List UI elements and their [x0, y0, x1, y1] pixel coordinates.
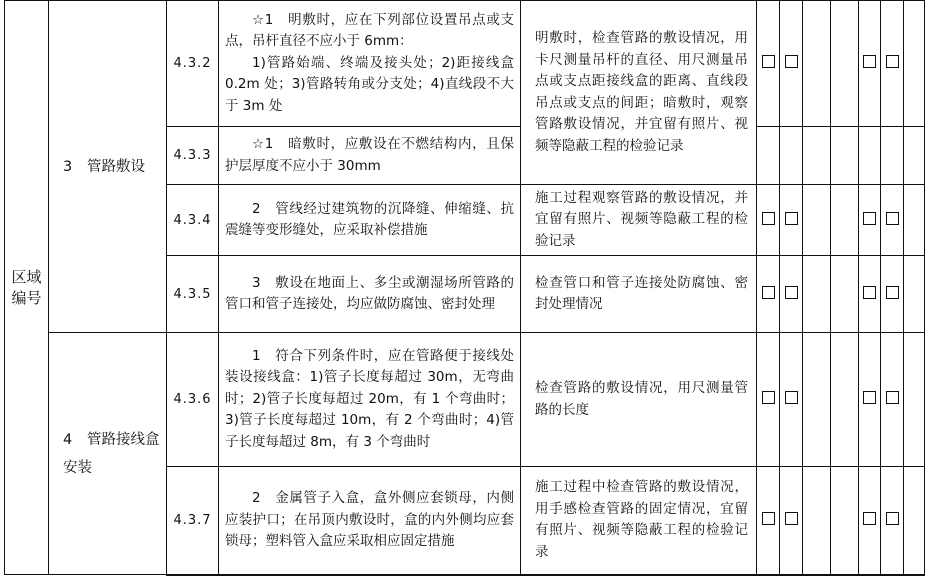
blank-cell	[831, 333, 859, 467]
checkbox-square-icon	[863, 512, 876, 525]
checkbox-square-icon	[785, 212, 798, 225]
checkbox[interactable]	[757, 467, 780, 575]
checkbox-square-icon	[785, 286, 798, 299]
group-pipe-laying	[49, 1, 167, 333]
table-row	[5, 333, 925, 467]
checkbox[interactable]	[757, 1, 780, 127]
checkbox-square-icon	[863, 286, 876, 299]
checkbox[interactable]	[881, 1, 904, 127]
group-number: 4	[63, 431, 73, 448]
blank-cell	[780, 127, 803, 185]
checkbox[interactable]	[859, 467, 881, 575]
table-row	[5, 1, 925, 127]
check-method: 明敷时，检查管路的敷设情况，用卡尺测量吊杆的直径、用尺测量吊点或支点距接线盒的距离、直线段吊点或支点的间距；暗敷时，观察管路敷设情况，并宜留有照片、视频等隐蔽工程的检验记录	[521, 1, 757, 185]
checkbox-square-icon	[785, 512, 798, 525]
group-junction-box	[49, 333, 167, 575]
checkbox-square-icon	[863, 55, 876, 68]
requirement-text: 1 符合下列条件时，应在管路便于接线处装设接线盒：1)管子长度每超过 30m，无弯曲时；2)管子长度每超过 20m，有 1 个弯曲时；3)管子长度每超过 10m，有 2 个弯曲时；4)管子长度每超过 8m，有 3 个弯曲时	[219, 333, 521, 467]
requirement-line: 1)管路始端、终端及接头处；2)距接线盒 0.2m 处；3)管路转角或分支处；4)直线段不大于 3m 处	[225, 54, 514, 114]
blank-cell	[904, 127, 925, 185]
checkbox[interactable]	[780, 467, 803, 575]
group-number: 3	[63, 158, 73, 175]
clause-number: 4.3.4	[167, 185, 219, 256]
checkbox[interactable]	[780, 256, 803, 333]
requirement-text: 2 金属管子入盒，盒外侧应套锁母，内侧应装护口；在吊顶内敷设时，盒的内外侧均应套锁母；塑料管入盒应采取相应固定措施	[219, 467, 521, 575]
blank-cell	[831, 1, 859, 127]
group-title: 管路敷设	[87, 158, 145, 175]
blank-cell	[831, 256, 859, 333]
checkbox[interactable]	[757, 185, 780, 256]
check-method: 检查管口和管子连接处防腐蚀、密封处理情况	[521, 256, 757, 333]
blank-cell	[881, 127, 904, 185]
clause-number: 4.3.2	[167, 1, 219, 127]
clause-number: 4.3.7	[167, 467, 219, 575]
checkbox[interactable]	[881, 185, 904, 256]
check-method: 施工过程中检查管路的敷设情况，用手感检查管路的固定情况，宜留有照片、视频等隐蔽工程的检验记录	[521, 467, 757, 575]
checkbox-square-icon	[863, 391, 876, 404]
checkbox[interactable]	[881, 333, 904, 467]
requirement-text: 2 管线经过建筑物的沉降缝、伸缩缝、抗震缝等变形缝处，应采取补偿措施	[219, 185, 521, 256]
checkbox[interactable]	[881, 256, 904, 333]
blank-cell	[831, 127, 859, 185]
checkbox-square-icon	[886, 391, 899, 404]
checkbox[interactable]	[757, 333, 780, 467]
checkbox-square-icon	[863, 212, 876, 225]
check-method: 施工过程观察管路的敷设情况，并宜留有照片、视频等隐蔽工程的检验记录	[521, 185, 757, 256]
checkbox[interactable]	[859, 185, 881, 256]
blank-cell	[904, 185, 925, 256]
blank-cell	[803, 333, 831, 467]
checkbox[interactable]	[780, 185, 803, 256]
clause-number: 4.3.3	[167, 127, 219, 185]
blank-cell	[904, 467, 925, 575]
blank-cell	[904, 333, 925, 467]
checkbox-square-icon	[886, 55, 899, 68]
checkbox-square-icon	[762, 286, 775, 299]
checkbox-square-icon	[886, 512, 899, 525]
blank-cell	[803, 185, 831, 256]
check-method: 检查管路的敷设情况，用尺测量管路的长度	[521, 333, 757, 467]
checkbox-square-icon	[762, 512, 775, 525]
blank-cell	[803, 256, 831, 333]
checkbox-square-icon	[762, 212, 775, 225]
blank-cell	[803, 127, 831, 185]
checkbox-square-icon	[762, 55, 775, 68]
blank-cell	[904, 256, 925, 333]
requirement-text: 3 敷设在地面上、多尘或潮湿场所管路的管口和管子连接处，均应做防腐蚀、密封处理	[219, 256, 521, 333]
clause-number: 4.3.5	[167, 256, 219, 333]
inspection-table	[4, 0, 925, 576]
blank-cell	[831, 185, 859, 256]
blank-cell	[803, 467, 831, 575]
checkbox[interactable]	[859, 333, 881, 467]
checkbox[interactable]	[757, 256, 780, 333]
group-title: 管路接线盒安装	[63, 431, 160, 476]
checkbox-square-icon	[785, 391, 798, 404]
checkbox[interactable]	[881, 467, 904, 575]
blank-cell	[757, 127, 780, 185]
blank-cell	[831, 467, 859, 575]
checkbox[interactable]	[780, 1, 803, 127]
requirement-text	[219, 1, 521, 127]
checkbox-square-icon	[762, 391, 775, 404]
area-code-label: 区域编号	[5, 1, 49, 575]
checkbox[interactable]	[859, 256, 881, 333]
blank-cell	[904, 1, 925, 127]
checkbox-square-icon	[785, 55, 798, 68]
blank-cell	[803, 1, 831, 127]
clause-number: 4.3.6	[167, 333, 219, 467]
checkbox[interactable]	[780, 333, 803, 467]
blank-cell	[859, 127, 881, 185]
requirement-line: ☆1 明敷时，应在下列部位设置吊点或支点，吊杆直径不应小于 6mm：	[225, 11, 514, 50]
requirement-text: ☆1 暗敷时，应敷设在不燃结构内，且保护层厚度不应小于 30mm	[219, 127, 521, 185]
checkbox[interactable]	[859, 1, 881, 127]
checkbox-square-icon	[886, 212, 899, 225]
checkbox-square-icon	[886, 286, 899, 299]
